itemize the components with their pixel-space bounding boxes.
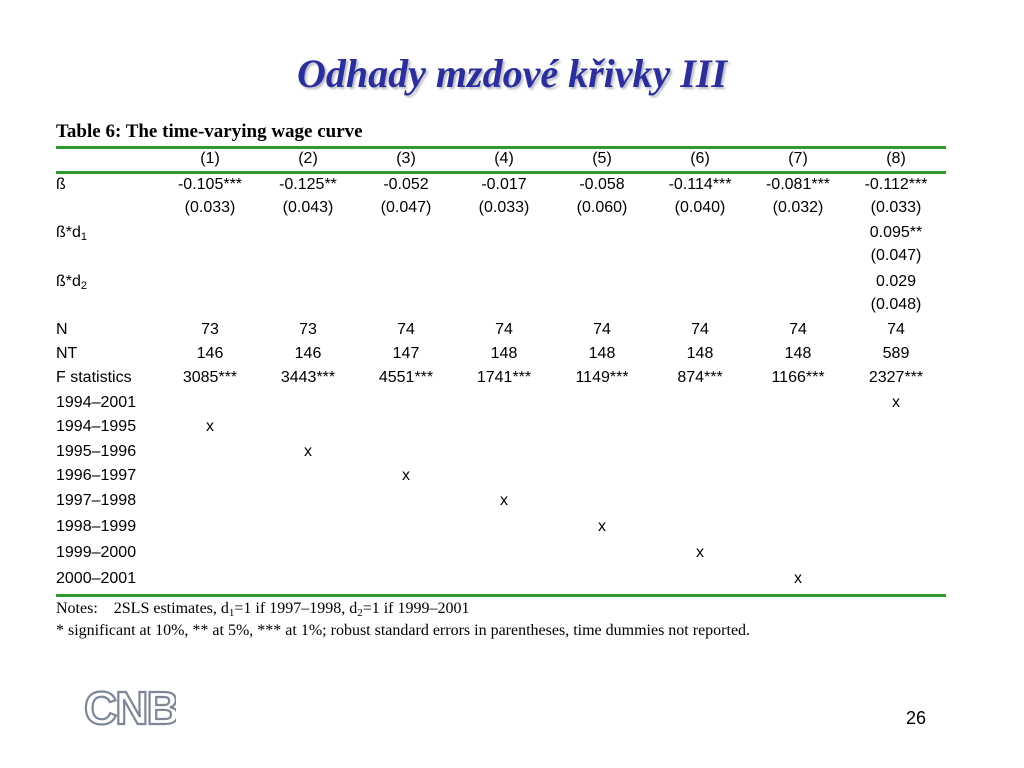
cnb-logo (84, 684, 176, 737)
row-label: N (56, 321, 68, 338)
cnb-logo-graphic (84, 684, 176, 732)
stat-cell: 147 (392, 345, 420, 362)
row-label-sub: 2 (80, 280, 88, 292)
coef-cell: 0.095** (869, 224, 923, 241)
row-label: NT (56, 345, 78, 362)
period-mark: x (304, 443, 312, 460)
table-bottom-rule (56, 594, 946, 597)
row-label: 1999–2000 (56, 544, 137, 561)
table-header-rule (56, 171, 946, 174)
stat-cell: 1149*** (575, 369, 629, 386)
stat-cell: 73 (201, 321, 219, 338)
row-label: 1995–1996 (56, 443, 137, 460)
table-caption: Table 6: The time-varying wage curve (56, 121, 363, 142)
row-label (56, 273, 87, 291)
column-header: (1) (200, 150, 220, 167)
stat-cell: 146 (196, 345, 224, 362)
period-mark: x (892, 394, 900, 411)
period-mark: x (206, 418, 214, 435)
row-label: 2000–2001 (56, 570, 137, 587)
coef-cell: -0.125** (279, 176, 337, 193)
stat-cell: 74 (789, 321, 807, 338)
row-label-base: ß*d (56, 273, 81, 290)
column-header: (4) (494, 150, 514, 167)
stat-cell: 2327*** (868, 369, 924, 386)
se-cell: (0.033) (870, 199, 922, 216)
column-header: (6) (690, 150, 710, 167)
se-cell: (0.060) (576, 199, 628, 216)
row-label: F statistics (56, 369, 132, 386)
stat-cell: 74 (495, 321, 513, 338)
notes-prefix: Notes: (56, 600, 98, 617)
stat-cell: 3085*** (182, 369, 238, 386)
row-label: 1997–1998 (56, 492, 137, 509)
stat-cell: 589 (882, 345, 910, 362)
period-mark: x (794, 570, 802, 587)
column-header: (3) (396, 150, 416, 167)
notes-d2-sub: 2 (357, 607, 363, 619)
coef-cell: -0.114*** (668, 176, 732, 193)
column-header: (7) (788, 150, 808, 167)
row-label: 1998–1999 (56, 518, 137, 535)
stat-cell: 1166*** (771, 369, 825, 386)
period-mark: x (500, 492, 508, 509)
row-label: 1996–1997 (56, 467, 137, 484)
slide-title: Odhady mzdové křivky III (297, 51, 727, 96)
row-label-base: ß*d (56, 224, 81, 241)
coef-cell: -0.058 (579, 176, 625, 193)
notes-significance: * significant at 10%, ** at 5%, *** at 1%; robust standard errors in parentheses, time dummies not reported. (56, 622, 751, 639)
stat-cell: 146 (294, 345, 322, 362)
page-number: 26 (906, 708, 927, 728)
cnb-logo-text: CNB (84, 684, 176, 732)
notes-line-1 (56, 598, 750, 620)
notes-estimates: 2SLS estimates, d (113, 600, 229, 617)
stat-cell: 148 (490, 345, 518, 362)
period-mark: x (598, 518, 606, 535)
se-cell: (0.032) (772, 199, 824, 216)
stat-cell: 73 (299, 321, 317, 338)
coef-cell: -0.052 (383, 176, 429, 193)
stat-cell: 148 (784, 345, 812, 362)
stat-cell: 1741*** (476, 369, 532, 386)
notes-mid: =1 if 1997–1998, d (234, 600, 358, 617)
se-cell: (0.033) (184, 199, 236, 216)
table-top-rule (56, 146, 946, 149)
period-mark: x (402, 467, 410, 484)
se-cell: (0.048) (870, 296, 922, 313)
stat-cell: 74 (691, 321, 709, 338)
stat-cell: 148 (588, 345, 616, 362)
coef-cell: -0.081*** (765, 176, 831, 193)
period-mark: x (696, 544, 704, 561)
column-header: (8) (886, 150, 906, 167)
se-cell: (0.033) (478, 199, 530, 216)
table-notes (56, 598, 750, 642)
coef-cell: -0.017 (481, 176, 527, 193)
row-label (56, 224, 87, 242)
se-cell: (0.047) (380, 199, 432, 216)
notes-d1-sub: 1 (228, 607, 235, 619)
coef-cell: -0.105*** (177, 176, 243, 193)
row-label: 1994–1995 (56, 418, 137, 435)
se-cell: (0.047) (870, 247, 922, 264)
column-header: (2) (298, 150, 318, 167)
stat-cell: 74 (397, 321, 415, 338)
stat-cell: 3443*** (280, 369, 336, 386)
se-cell: (0.043) (282, 199, 334, 216)
row-label-sub: 1 (80, 231, 88, 243)
row-label: ß (56, 176, 66, 193)
notes-end: =1 if 1999–2001 (362, 600, 470, 617)
stat-cell: 74 (887, 321, 905, 338)
stat-cell: 74 (593, 321, 611, 338)
column-header: (5) (592, 150, 612, 167)
se-cell: (0.040) (674, 199, 726, 216)
stat-cell: 4551*** (378, 369, 434, 386)
row-label: 1994–2001 (56, 394, 137, 411)
stat-cell: 874*** (677, 369, 723, 386)
stat-cell: 148 (686, 345, 714, 362)
coef-cell: 0.029 (875, 273, 917, 290)
coef-cell: -0.112*** (864, 176, 928, 193)
